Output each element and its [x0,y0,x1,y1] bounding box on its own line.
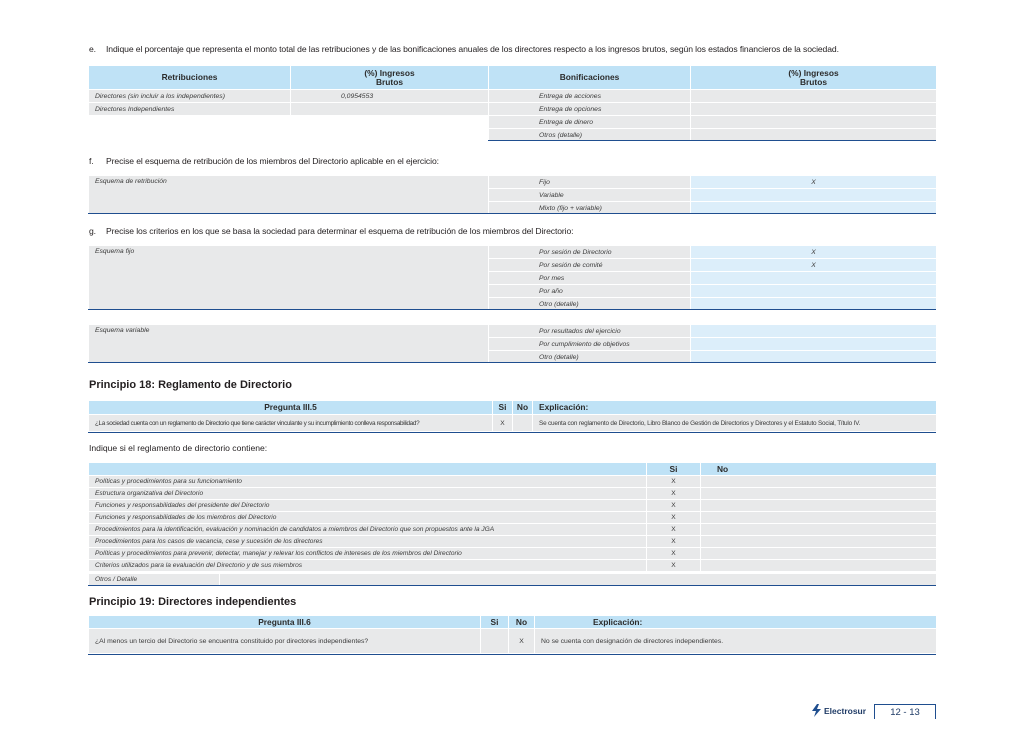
bonificacion-value [691,90,937,103]
question-g-letter: g. [89,226,96,236]
esquema-variable-label: Esquema variable [89,325,489,364]
indique-text: Indique si el reglamento de directorio contiene: [89,443,268,453]
retribucion-label: Directores (sin incluir a los independientes) [89,90,291,103]
retribucion-value [291,103,489,116]
criterio-mark [691,285,937,298]
esquema-option-mark [691,189,937,202]
list-header-si: Si [647,463,701,476]
criterio-label: Por cumplimiento de objetivos [489,338,691,351]
criterio-mark [691,338,937,351]
pregunta-text: ¿Al menos un tercio del Directorio se encuentra constituido por directores independientes? [89,629,481,654]
question-g [89,226,573,236]
list-item-no [701,500,937,512]
divider [88,362,936,363]
brand-name: Electrosur [824,705,867,716]
criterio-mark [691,272,937,285]
retribucion-label: Directores Independientes [89,103,291,116]
list-item-label: Procedimientos para la identificación, evaluación y nominación de candidatos a miembros del Directorio que son propuestos ante la JGA [89,524,647,536]
question-e [89,44,839,54]
reglamento-contenido-table [88,462,937,572]
list-item-si: X [647,548,701,560]
retribucion-value: 0,0954553 [291,90,489,103]
list-item-si: X [647,500,701,512]
list-item-no [701,536,937,548]
criterio-label: Por sesión de Directorio [489,246,691,259]
list-item-si: X [647,560,701,572]
list-item-no [701,560,937,572]
bonificacion-label: Entrega de opciones [489,103,691,116]
header-si: Si [481,616,509,629]
list-header-no: No [701,463,937,476]
header-no: No [509,616,535,629]
divider [88,309,936,310]
list-item-label: Criterios utilizados para la evaluación del Directorio y de sus miembros [89,560,647,572]
retribuciones-table [88,65,937,142]
header-explicacion: Explicación: [535,616,937,629]
list-item-label: Políticas y procedimientos para su funcionamiento [89,476,647,488]
criterio-label: Otro (detalle) [489,351,691,364]
divider [488,140,936,141]
bonificacion-value [691,103,937,116]
list-item-no [701,512,937,524]
criterio-mark [691,325,937,338]
criterio-label: Por resultados del ejercicio [489,325,691,338]
header-explicacion: Explicación: [533,401,937,415]
pregunta-text: ¿La sociedad cuenta con un reglamento de Directorio que tiene carácter vinculante y su incumplimiento conlleva responsabilidad? [89,415,493,432]
bonificacion-value [691,116,937,129]
criterio-label: Otro (detalle) [489,298,691,311]
question-e-text: Indique el porcentaje que representa el monto total de las retribuciones y de las bonificaciones anuales de los directores respecto a los ingresos brutos, según los estados financieros de la sociedad. [106,44,839,54]
question-f-text: Precise el esquema de retribución de los miembros del Directorio aplicable en el ejercicio: [106,156,439,166]
esquema-fijo-label: Esquema fijo [89,246,489,311]
list-item-si: X [647,536,701,548]
header-pct-ingresos-2: (%) Ingresos Brutos [691,66,937,90]
esquema-option-label: Mixto (fijo + variable) [489,202,691,215]
list-item-label: Políticas y procedimientos para prevenir, detectar, manejar y relevar los conflictos de intereses de los miembros del Directorio [89,548,647,560]
bonificacion-label: Otros (detalle) [489,129,691,142]
answer-si [481,629,509,654]
list-item-no [701,524,937,536]
answer-si: X [493,415,513,432]
answer-no [513,415,533,432]
header-pregunta: Pregunta III.6 [89,616,481,629]
list-item-si: X [647,512,701,524]
explicacion-text: Se cuenta con reglamento de Directorio, Libro Blanco de Gestión de Directorios y Directores y el Estatuto Social, Título IV. [533,415,937,432]
bonificacion-label: Entrega de dinero [489,116,691,129]
criterio-mark: X [691,246,937,259]
esquema-fijo-table [88,245,937,311]
list-item-no [701,476,937,488]
question-g-text: Precise los criterios en los que se basa la sociedad para determinar el esquema de retribución de los miembros del Directorio: [106,226,574,236]
question-f-letter: f. [89,156,94,166]
list-item-label: Funciones y responsabilidades de los miembros del Directorio [89,512,647,524]
criterio-mark: X [691,259,937,272]
question-e-letter: e. [89,44,96,54]
otros-detalle-value [220,574,937,586]
list-item-si: X [647,524,701,536]
header-pct-ingresos-1: (%) Ingresos Brutos [291,66,489,90]
list-item-si: X [647,488,701,500]
list-item-no [701,548,937,560]
esquema-retribucion-label: Esquema de retribución [89,176,489,215]
criterio-label: Por año [489,285,691,298]
list-item-label: Procedimientos para los casos de vacancia, cese y sucesión de los directores [89,536,647,548]
divider [88,654,936,655]
criterio-label: Por sesión de comité [489,259,691,272]
esquema-retribucion-table [88,175,937,215]
question-f [89,156,439,166]
divider [88,213,936,214]
header-retribuciones: Retribuciones [89,66,291,90]
lightning-icon [812,704,821,717]
esquema-option-label: Variable [489,189,691,202]
esquema-option-mark: X [691,176,937,189]
header-no: No [513,401,533,415]
header-si: Si [493,401,513,415]
pregunta-iii5-table [88,400,937,432]
esquema-option-label: Fijo [489,176,691,189]
brand-logo [812,704,866,717]
explicacion-text: No se cuenta con designación de directores independientes. [535,629,937,654]
list-item-no [701,488,937,500]
header-bonificaciones: Bonificaciones [489,66,691,90]
principio-18-title: Principio 18: Reglamento de Directorio [89,379,292,391]
divider [88,585,936,586]
divider [88,432,936,433]
list-item-si: X [647,476,701,488]
esquema-variable-table [88,324,937,364]
otros-detalle-label: Otros / Detalle [89,574,220,586]
list-item-label: Estructura organizativa del Directorio [89,488,647,500]
list-item-label: Funciones y responsabilidades del presidente del Directorio [89,500,647,512]
page-number: 12 - 13 [874,704,936,719]
answer-no: X [509,629,535,654]
principio-19-title: Principio 19: Directores independientes [89,596,297,608]
pregunta-iii6-table [88,615,937,654]
bonificacion-label: Entrega de acciones [489,90,691,103]
header-pregunta: Pregunta III.5 [89,401,493,415]
criterio-label: Por mes [489,272,691,285]
